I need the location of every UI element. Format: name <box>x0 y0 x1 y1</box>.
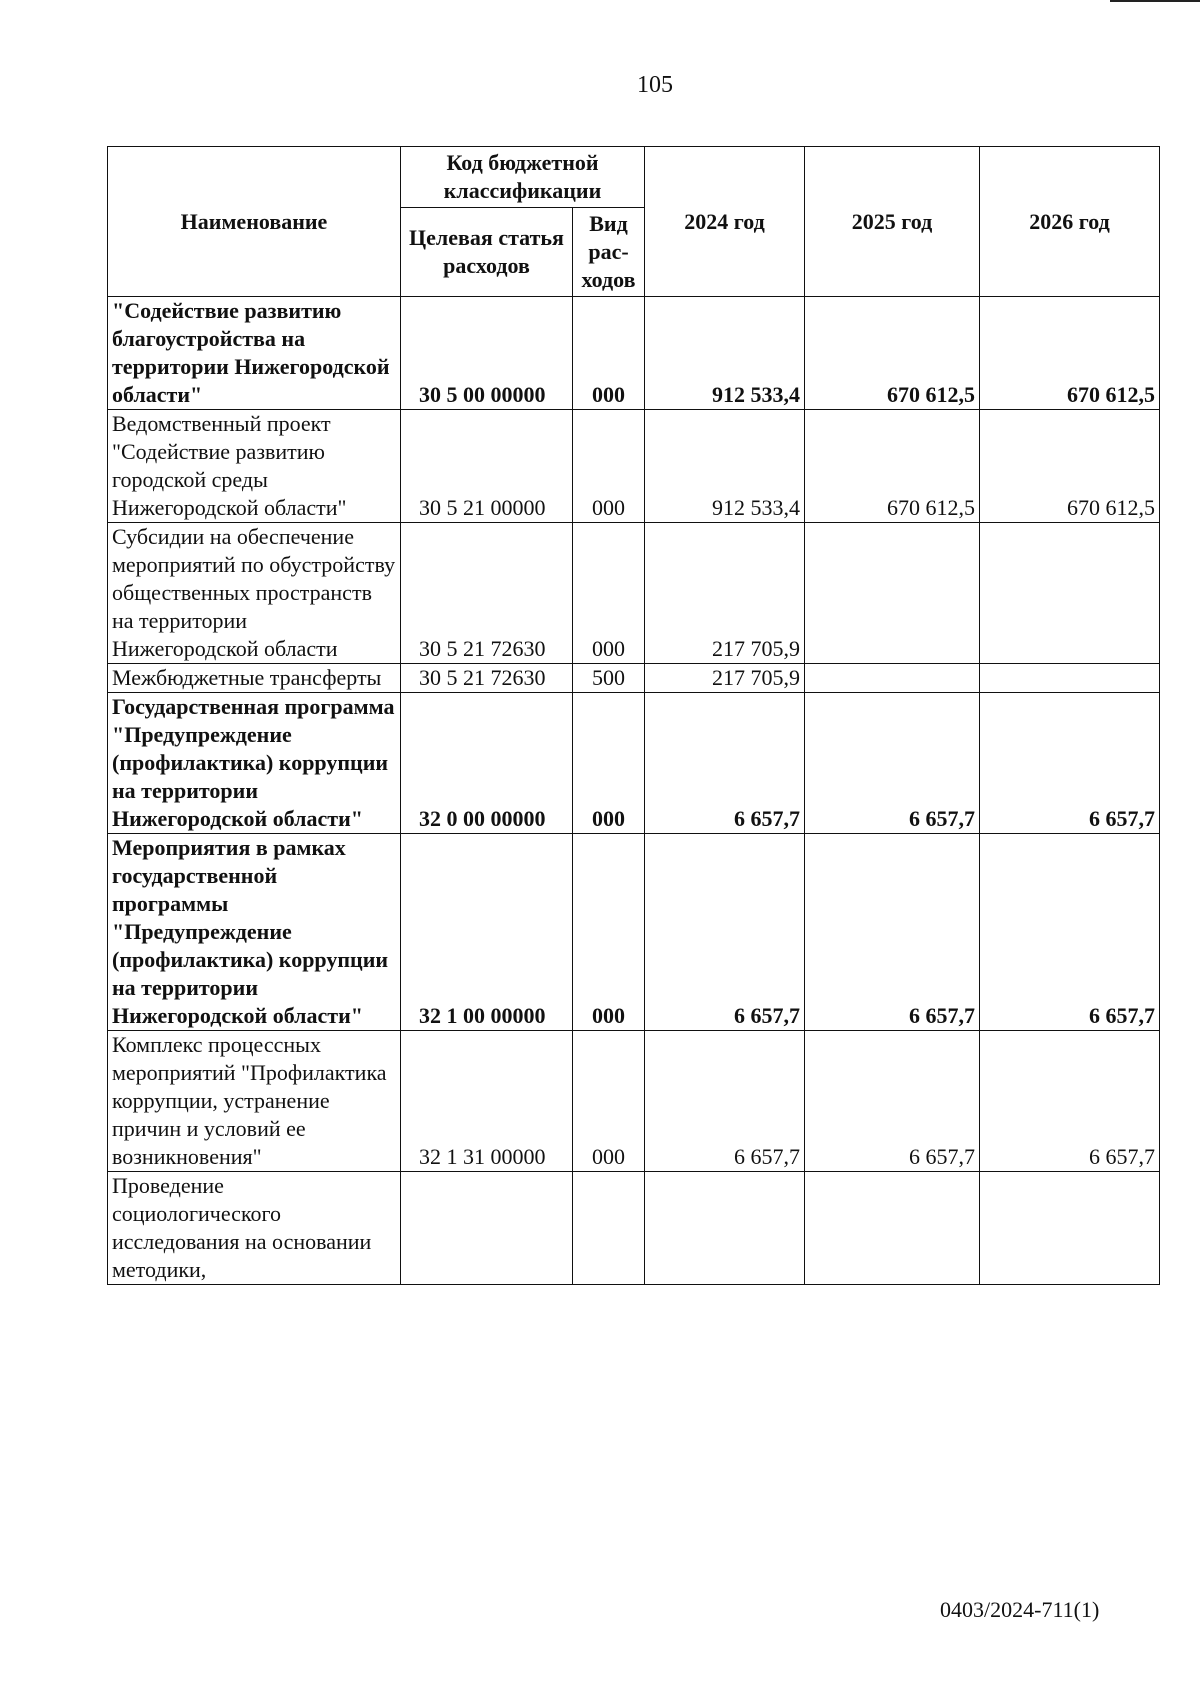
cell-2024: 912 533,4 <box>645 410 805 523</box>
cell-name: Комплекс процессных мероприятий "Профилактика коррупции, устранение причин и условий ее возникновения" <box>108 1031 401 1172</box>
table-row <box>108 297 1160 410</box>
cell-name: Проведение социологического исследования на основании методики, <box>108 1172 401 1285</box>
cell-target-article: 30 5 00 00000 <box>401 297 573 410</box>
cell-2026 <box>980 1172 1160 1285</box>
cell-name: Ведомственный проект "Содействие развитию городской среды Нижегородской области" <box>108 410 401 523</box>
cell-expense-type <box>573 1172 645 1285</box>
table-row <box>108 1172 1160 1285</box>
table-row <box>108 664 1160 693</box>
cell-name: Государственная программа "Предупреждение (профилактика) коррупции на территории Нижегородской области" <box>108 693 401 834</box>
table-body <box>108 297 1160 1285</box>
top-rule <box>1110 0 1200 2</box>
header-year-2026: 2026 год <box>980 147 1160 297</box>
cell-expense-type: 500 <box>573 664 645 693</box>
cell-name: Субсидии на обеспечение мероприятий по обустройству общественных пространств на территории Нижегородской области <box>108 523 401 664</box>
cell-target-article: 32 0 00 00000 <box>401 693 573 834</box>
cell-2025: 6 657,7 <box>805 834 980 1031</box>
cell-2026: 670 612,5 <box>980 297 1160 410</box>
header-target-article: Целевая статья расходов <box>401 208 573 297</box>
page-number: 105 <box>637 72 673 98</box>
cell-2025 <box>805 664 980 693</box>
cell-2024: 217 705,9 <box>645 523 805 664</box>
header-kbk-group: Код бюджетной классификации <box>401 147 645 208</box>
cell-name: "Содействие развитию благоустройства на территории Нижегородской области" <box>108 297 401 410</box>
document-code: 0403/2024-711(1) <box>940 1597 1100 1622</box>
cell-target-article: 30 5 21 72630 <box>401 523 573 664</box>
cell-2025: 6 657,7 <box>805 1031 980 1172</box>
cell-expense-type: 000 <box>573 410 645 523</box>
cell-expense-type: 000 <box>573 523 645 664</box>
header-year-2024: 2024 год <box>645 147 805 297</box>
table-row <box>108 523 1160 664</box>
cell-target-article: 30 5 21 00000 <box>401 410 573 523</box>
cell-name: Мероприятия в рамках государственной программы "Предупреждение (профилактика) коррупции на территории Нижегородской области" <box>108 834 401 1031</box>
table-row <box>108 834 1160 1031</box>
cell-2026 <box>980 664 1160 693</box>
cell-target-article <box>401 1172 573 1285</box>
header-name: Наименование <box>108 147 401 297</box>
cell-2024: 6 657,7 <box>645 834 805 1031</box>
table-row <box>108 1031 1160 1172</box>
cell-2025: 670 612,5 <box>805 410 980 523</box>
cell-2025: 670 612,5 <box>805 297 980 410</box>
cell-expense-type: 000 <box>573 693 645 834</box>
cell-2024: 6 657,7 <box>645 1031 805 1172</box>
cell-2025: 6 657,7 <box>805 693 980 834</box>
cell-2024: 217 705,9 <box>645 664 805 693</box>
cell-2026: 6 657,7 <box>980 1031 1160 1172</box>
header-year-2025: 2025 год <box>805 147 980 297</box>
budget-table <box>107 146 1160 1285</box>
cell-2024: 912 533,4 <box>645 297 805 410</box>
cell-expense-type: 000 <box>573 1031 645 1172</box>
table-row <box>108 410 1160 523</box>
cell-2025 <box>805 1172 980 1285</box>
cell-2025 <box>805 523 980 664</box>
cell-2026: 6 657,7 <box>980 834 1160 1031</box>
cell-2026: 6 657,7 <box>980 693 1160 834</box>
table-row <box>108 693 1160 834</box>
cell-target-article: 32 1 00 00000 <box>401 834 573 1031</box>
table-header <box>108 147 1160 297</box>
cell-2026 <box>980 523 1160 664</box>
cell-name: Межбюджетные трансферты <box>108 664 401 693</box>
cell-target-article: 32 1 31 00000 <box>401 1031 573 1172</box>
cell-expense-type: 000 <box>573 834 645 1031</box>
header-expense-type: Вид рас-ходов <box>573 208 645 297</box>
cell-2024 <box>645 1172 805 1285</box>
cell-target-article: 30 5 21 72630 <box>401 664 573 693</box>
cell-2024: 6 657,7 <box>645 693 805 834</box>
cell-expense-type: 000 <box>573 297 645 410</box>
cell-2026: 670 612,5 <box>980 410 1160 523</box>
